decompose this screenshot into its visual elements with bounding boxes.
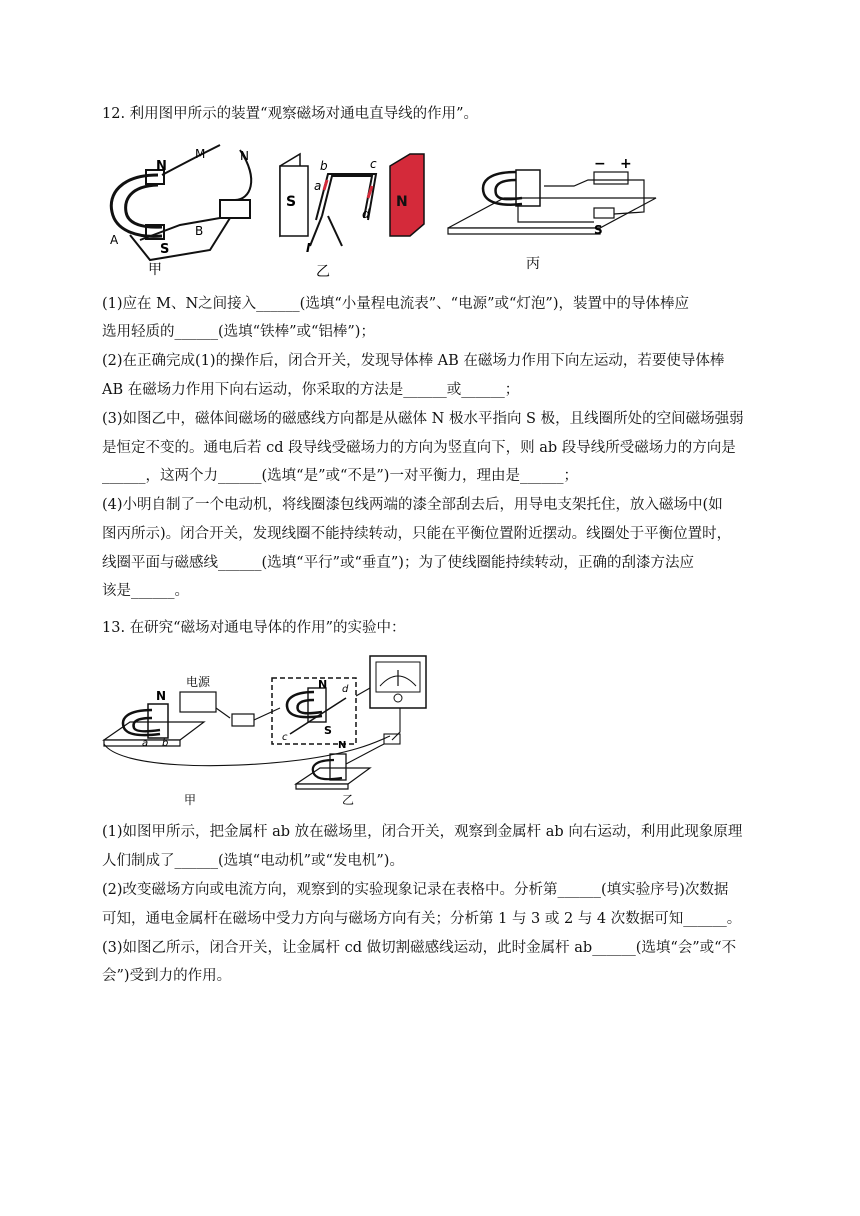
battery	[594, 172, 628, 184]
q13-line-4: 可知，通电金属杆在磁场中受力方向与磁场方向有关；分析第 1 与 3 或 2 与 4 次数据可知______。	[102, 911, 742, 927]
label-M: M	[195, 147, 206, 161]
label-A: A	[110, 233, 119, 247]
q12-line-7: ______，这两个力______(选填“是”或“不是”)一对平衡力，理由是______；	[102, 468, 578, 484]
label-switch-S: S	[594, 223, 603, 237]
caption-jia: 甲	[148, 262, 162, 278]
battery-minus: −	[594, 156, 606, 172]
q12-line-1: (1)应在 M、N之间接入______(选填“小量程电流表”、“电源”或“灯泡”)，装置中的导体棒应	[102, 296, 689, 312]
q12-figure-jia	[100, 140, 270, 280]
q12-figure-yi	[272, 146, 432, 280]
q13-line-2: 人们制成了______(选填“电动机”或“发电机”)。	[102, 853, 404, 869]
q13-title: 13. 在研究“磁场对通电导体的作用”的实验中：	[102, 620, 406, 636]
q12-line-4: AB 在磁场力作用下向右运动，你采取的方法是______或______；	[102, 382, 520, 398]
label-N: N	[156, 159, 167, 174]
q12-figure-bing	[444, 152, 658, 276]
power-label: 电源	[186, 675, 211, 689]
label-N: N	[396, 194, 408, 210]
q13-line-1: (1)如图甲所示，把金属杆 ab 放在磁场里，闭合开关，观察到金属杆 ab 向右运动，利用此现象原理	[102, 824, 743, 840]
caption-jia: 甲	[184, 793, 197, 807]
box-label-S: S	[324, 724, 332, 737]
box-label-N: N	[318, 678, 328, 691]
q12-line-9: 图丙所示)。闭合开关，发现线圈不能持续转动，只能在平衡位置附近摆动。线圈处于平衡位置时，	[102, 526, 732, 542]
box-label-d: d	[342, 684, 349, 695]
label-c: c	[370, 157, 377, 171]
q13-line-6: 会”)受到力的作用。	[102, 968, 232, 984]
q12-line-6: 是恒定不变的。通电后若 cd 段导线受磁场力的方向为竖直向下，则 ab 段导线所受磁场力的方向是	[102, 440, 736, 456]
label-N2: N	[240, 149, 249, 163]
label-I: I	[306, 241, 311, 255]
q12-line-3: (2)在正确完成(1)的操作后，闭合开关，发现导体棒 AB 在磁场力作用下向左运动，若要使导体棒	[102, 353, 725, 369]
left-label-a: a	[142, 738, 149, 749]
caption-bing: 丙	[526, 256, 540, 272]
caption-yi: 乙	[342, 793, 355, 807]
power-source	[180, 692, 216, 712]
label-S: S	[286, 194, 297, 210]
label-d: d	[362, 207, 370, 221]
caption-yi: 乙	[316, 264, 330, 280]
label-B: B	[195, 224, 204, 238]
battery-plus: +	[620, 156, 632, 172]
label-S: S	[160, 242, 170, 257]
q12-line-10: 线圈平面与磁感线______(选填“平行”或“垂直”)；为了使线圈能持续转动，正确的刮漆方法应	[102, 555, 694, 571]
q13-line-5: (3)如图乙所示，闭合开关，让金属杆 cd 做切割磁感线运动，此时金属杆 ab______(选填“会”或“不	[102, 940, 737, 956]
switch-2	[384, 734, 400, 744]
switch-1	[232, 714, 254, 726]
q12-title: 12. 利用图甲所示的装置“观察磁场对通电直导线的作用”。	[102, 106, 478, 122]
label-b: b	[320, 159, 328, 173]
q13-figure	[100, 648, 480, 808]
q13-line-3: (2)改变磁场方向或电流方向，观察到的实验现象记录在表格中。分析第______(填实验序号)次数据	[102, 882, 729, 898]
box-label-c: c	[282, 732, 288, 743]
q12-line-2: 选用轻质的______(选填“铁棒”或“铝棒”)；	[102, 324, 375, 340]
left-label-b: b	[162, 738, 169, 749]
yi-label-N: N	[338, 740, 347, 751]
q12-line-5: (3)如图乙中，磁体间磁场的磁感线方向都是从磁体 N 极水平指向 S 极，且线圈所处的空间磁场强弱	[102, 411, 744, 427]
q12-line-8: (4)小明自制了一个电动机，将线圈漆包线两端的漆全部刮去后，用导电支架托住，放入磁场中(如	[102, 497, 723, 513]
left-label-N: N	[156, 689, 167, 703]
label-a: a	[314, 179, 322, 193]
q12-line-11: 该是______。	[102, 583, 189, 599]
